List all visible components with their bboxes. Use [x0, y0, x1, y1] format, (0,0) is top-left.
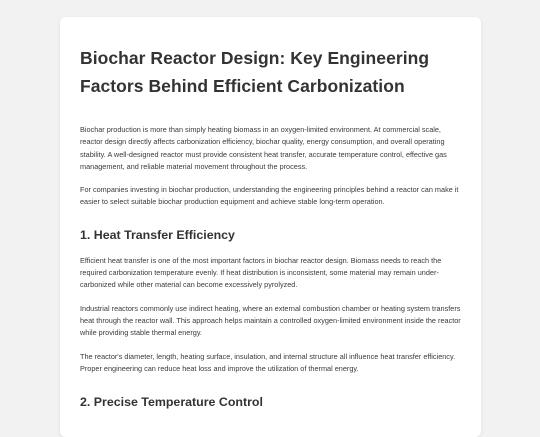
- intro-paragraph-1: Biochar production is more than simply heating biomass in an oxygen-limited environment. At commercial scale, reactor design directly affects carbonization efficiency, biochar quality, energy consumption, and overall operating stability. A well-designed reactor must provide consistent heat transfer, accurate temperature control, effective gas management, and reliable material movement throughout the process.: [80, 125, 447, 171]
- section-heading-temperature-control: 2. Precise Temperature Control: [80, 395, 263, 410]
- heat-transfer-paragraph-1: Efficient heat transfer is one of the most important factors in biochar reactor design. Biomass needs to reach the required carbonization temperature evenly. If heat distribution is inconsistent, some material may remain under-carbonized while other material can become excessively pyrolyzed.: [80, 255, 442, 290]
- heat-transfer-paragraph-2: Industrial reactors commonly use indirect heating, where an external combustion chamber or heating system transfers heat through the reactor wall. This approach helps maintain a controlled oxygen-limited environment inside the reactor while providing stable thermal energy.: [80, 303, 461, 338]
- intro-paragraph-2: For companies investing in biochar production, understanding the engineering principles behind a reactor can make it easier to select suitable biochar production equipment and achieve stable long-term operation.: [80, 185, 459, 207]
- article-card: [60, 17, 481, 437]
- article-title: Biochar Reactor Design: Key Engineering Factors Behind Efficient Carbonization: [80, 48, 430, 96]
- heat-transfer-paragraph-3: The reactor's diameter, length, heating surface, insulation, and internal structure all influence heat transfer efficiency. Proper engineering can reduce heat loss and improve the utilization of thermal energy.: [80, 351, 456, 373]
- section-heading-heat-transfer: 1. Heat Transfer Efficiency: [80, 227, 235, 242]
